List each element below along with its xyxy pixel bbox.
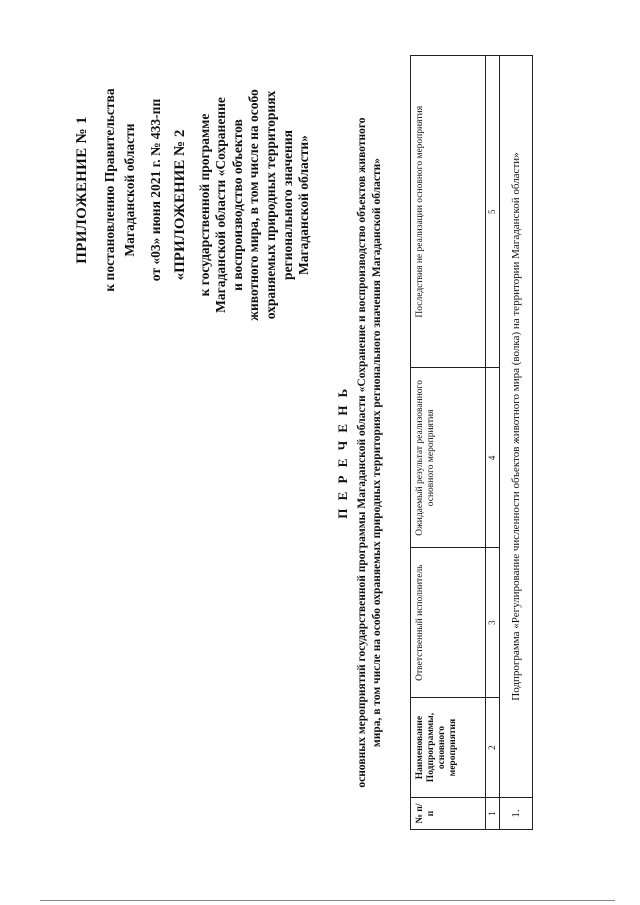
list-heading: П Е Р Е Ч Е Н Ь: [335, 386, 350, 519]
appendix-2-line: к государственной программе: [196, 113, 212, 297]
column-number: 5: [486, 56, 500, 368]
header-cell-executor: Ответственный исполнитель: [411, 548, 486, 698]
header-cell-number: № п/п: [411, 798, 486, 830]
appendix-1-block: [72, 40, 166, 340]
appendix-1-line: к постановлению Правительства: [102, 88, 117, 292]
page-bottom-rule: [40, 900, 615, 901]
title-line: мира, в том числе на особо охраняемых природных территориях регионального значения Магаданской области»: [371, 157, 383, 748]
title-line: основных мероприятий государственной программы Магаданской области «Сохранение и воспроизводство объектов животного: [356, 117, 368, 788]
appendix-1-date: от «03» июня 2021 г. № 433-пп: [148, 98, 163, 282]
header-cell-result: Ожидаемый результат реализованного основного мероприятия: [411, 368, 486, 548]
table-header-row: [411, 56, 486, 830]
subprogram-title: Подпрограмма «Регулирование численности объектов животного мира (волка) на территории Магаданской области»: [500, 56, 533, 798]
column-number: 2: [486, 698, 500, 798]
column-number: 4: [486, 368, 500, 548]
appendix-2-line: охраняемых природных территориях: [262, 90, 278, 320]
appendix-2-line: регионального значения: [279, 130, 295, 280]
header-cell-consequences: Последствия не реализации основного мероприятия: [411, 56, 486, 368]
appendix-1-line: Магаданской области: [122, 123, 137, 257]
appendix-2-line: Магаданской области»: [296, 135, 312, 275]
header-cell-name: Наименование Подпрограммы, основного мероприятия: [411, 698, 486, 798]
appendix-2-block: [172, 35, 313, 375]
table-row: [500, 56, 533, 830]
appendix-2-line: Магаданской области «Сохранение: [213, 97, 229, 313]
document-title: [335, 60, 385, 845]
measures-table: [410, 55, 533, 830]
column-number: 1: [486, 798, 500, 830]
appendix-1-heading: ПРИЛОЖЕНИЕ № 1: [74, 116, 90, 264]
appendix-2-line: и воспроизводство объектов: [229, 119, 245, 291]
appendix-2-line: животного мира, в том числе на особо: [246, 89, 262, 321]
appendix-2-heading: «ПРИЛОЖЕНИЕ № 2: [172, 129, 188, 281]
table-numbering-row: [486, 56, 500, 830]
column-number: 3: [486, 548, 500, 698]
row-number: 1.: [500, 798, 533, 830]
